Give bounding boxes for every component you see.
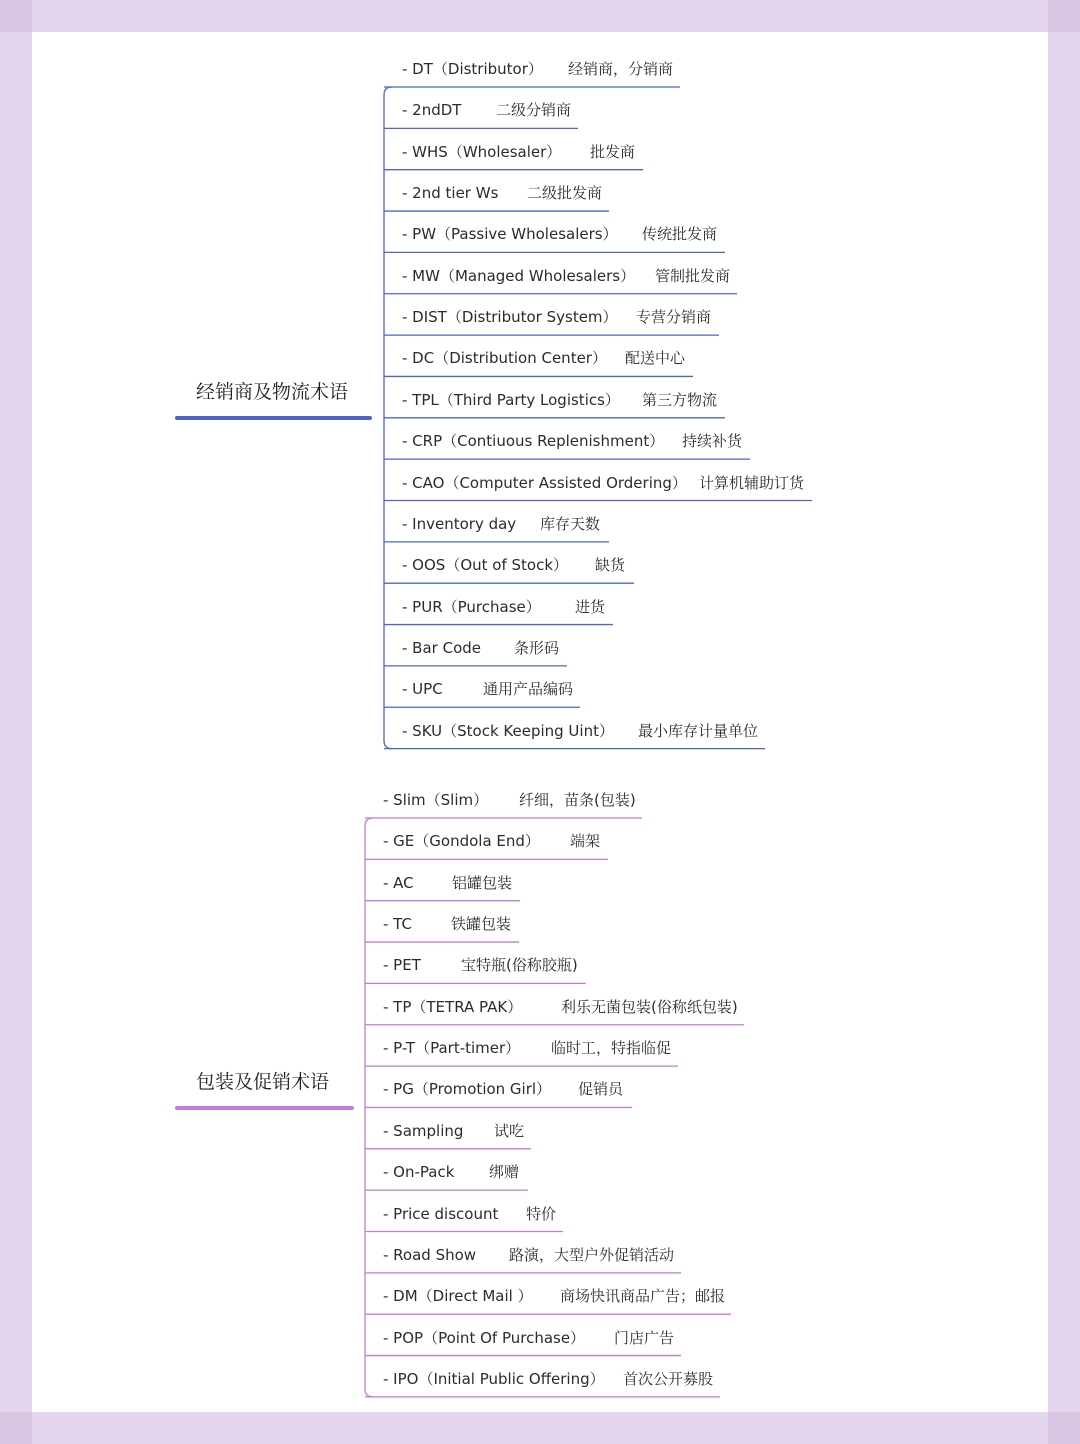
term-english: - Slim（Slim） xyxy=(383,791,489,809)
term-chinese: 最小库存计量单位 xyxy=(638,721,759,740)
term-english: - Price discount xyxy=(383,1204,499,1223)
term-english: - AC xyxy=(383,873,414,892)
term-chinese: 绑赠 xyxy=(489,1163,520,1182)
term-node[interactable] xyxy=(383,912,519,936)
term-chinese: 商场快讯商品广告；邮报 xyxy=(560,1287,726,1306)
term-chinese: 路演，大型户外促销活动 xyxy=(509,1245,675,1264)
term-chinese: 促销员 xyxy=(578,1080,624,1099)
term-english: - IPO（Initial Public Offering） xyxy=(383,1369,605,1388)
term-chinese: 条形码 xyxy=(514,638,560,657)
term-node[interactable] xyxy=(402,636,567,660)
term-chinese: 门店广告 xyxy=(614,1328,675,1347)
term-node[interactable] xyxy=(383,1160,528,1184)
term-chinese: 二级批发商 xyxy=(527,184,603,203)
term-node[interactable] xyxy=(402,181,609,205)
term-chinese: 专营分销商 xyxy=(636,308,712,327)
term-english: - Road Show xyxy=(383,1245,477,1264)
term-node[interactable] xyxy=(402,98,578,122)
term-node[interactable] xyxy=(383,788,642,812)
term-english: - CRP（Contiuous Replenishment） xyxy=(402,432,665,451)
term-english: - PET xyxy=(383,956,421,975)
term-english: - SKU（Stock Keeping Uint） xyxy=(402,721,614,740)
term-english: - PW（Passive Wholesalers） xyxy=(402,225,618,244)
term-node[interactable] xyxy=(383,1243,681,1267)
term-english: - DT（Distributor） xyxy=(402,60,543,78)
term-node[interactable] xyxy=(402,429,750,453)
term-node[interactable] xyxy=(402,595,613,619)
term-chinese: 首次公开募股 xyxy=(623,1369,714,1388)
term-node[interactable] xyxy=(402,305,719,329)
term-node[interactable] xyxy=(402,677,580,701)
term-english: - DM（Direct Mail ） xyxy=(383,1287,533,1306)
term-english: - Inventory day xyxy=(402,514,517,533)
term-node[interactable] xyxy=(402,512,609,536)
term-english: - UPC xyxy=(402,680,443,699)
term-english: - 2ndDT xyxy=(402,101,462,120)
term-chinese: 库存天数 xyxy=(540,514,601,533)
term-chinese: 宝特瓶(俗称胶瓶) xyxy=(461,956,578,975)
root-topic-packaging[interactable]: 包装及促销术语 xyxy=(196,1071,330,1093)
term-node[interactable] xyxy=(383,1202,563,1226)
term-english: - CAO（Computer Assisted Ordering） xyxy=(402,473,687,492)
term-english: - 2nd tier Ws xyxy=(402,184,499,203)
term-english: - TP（TETRA PAK） xyxy=(383,997,523,1016)
term-chinese: 第三方物流 xyxy=(642,390,718,409)
term-english: - Bar Code xyxy=(402,638,481,657)
term-node[interactable] xyxy=(383,1326,681,1350)
term-node[interactable] xyxy=(383,1284,731,1308)
term-english: - PG（Promotion Girl） xyxy=(383,1080,552,1099)
term-chinese: 计算机辅助订货 xyxy=(699,473,805,492)
term-chinese: 进货 xyxy=(575,597,606,616)
term-chinese: 临时工，特指临促 xyxy=(551,1039,672,1058)
term-node[interactable] xyxy=(402,388,725,412)
term-node[interactable] xyxy=(383,953,586,977)
term-chinese: 特价 xyxy=(526,1204,557,1223)
term-english: - WHS（Wholesaler） xyxy=(402,142,562,161)
term-english: - On-Pack xyxy=(383,1163,455,1182)
term-node[interactable] xyxy=(402,471,812,495)
term-chinese: 铝罐包装 xyxy=(452,873,513,892)
term-chinese: 经销商，分销商 xyxy=(568,60,674,78)
term-english: - TC xyxy=(383,915,412,934)
term-english: - DIST（Distributor System） xyxy=(402,308,618,327)
term-chinese: 缺货 xyxy=(595,556,626,575)
term-chinese: 利乐无菌包装(俗称纸包装) xyxy=(561,997,738,1016)
term-node[interactable] xyxy=(402,222,725,246)
term-node[interactable] xyxy=(402,264,737,288)
term-chinese: 二级分销商 xyxy=(496,101,572,120)
term-chinese: 铁罐包装 xyxy=(451,915,512,934)
term-node[interactable] xyxy=(383,1077,632,1101)
term-node[interactable] xyxy=(383,1367,720,1391)
term-chinese: 批发商 xyxy=(590,142,636,161)
term-chinese: 持续补货 xyxy=(682,432,743,451)
term-node[interactable] xyxy=(383,1036,678,1060)
term-node[interactable] xyxy=(402,346,693,370)
term-english: - P-T（Part-timer） xyxy=(383,1039,521,1058)
term-node[interactable] xyxy=(402,553,634,577)
term-english: - GE（Gondola End） xyxy=(383,832,540,851)
term-chinese: 管制批发商 xyxy=(655,266,731,285)
term-node[interactable] xyxy=(383,871,520,895)
term-chinese: 传统批发商 xyxy=(642,225,718,244)
term-chinese: 纤细，苗条(包装) xyxy=(519,791,636,809)
term-english: - POP（Point Of Purchase） xyxy=(383,1328,586,1347)
term-english: - Sampling xyxy=(383,1121,464,1140)
term-english: - PUR（Purchase） xyxy=(402,597,541,616)
term-english: - MW（Managed Wholesalers） xyxy=(402,266,636,285)
term-node[interactable] xyxy=(402,57,680,81)
term-chinese: 配送中心 xyxy=(625,349,686,368)
term-chinese: 端架 xyxy=(570,832,601,851)
term-node[interactable] xyxy=(402,140,643,164)
term-english: - TPL（Third Party Logistics） xyxy=(402,390,620,409)
term-node[interactable] xyxy=(383,829,608,853)
term-node[interactable] xyxy=(402,719,765,743)
term-node[interactable] xyxy=(383,1119,531,1143)
term-chinese: 试吃 xyxy=(494,1121,525,1140)
term-node[interactable] xyxy=(383,995,744,1019)
term-english: - DC（Distribution Center） xyxy=(402,349,607,368)
term-english: - OOS（Out of Stock） xyxy=(402,556,569,575)
term-chinese: 通用产品编码 xyxy=(483,680,574,699)
root-topic-distribution[interactable]: 经销商及物流术语 xyxy=(196,381,349,403)
